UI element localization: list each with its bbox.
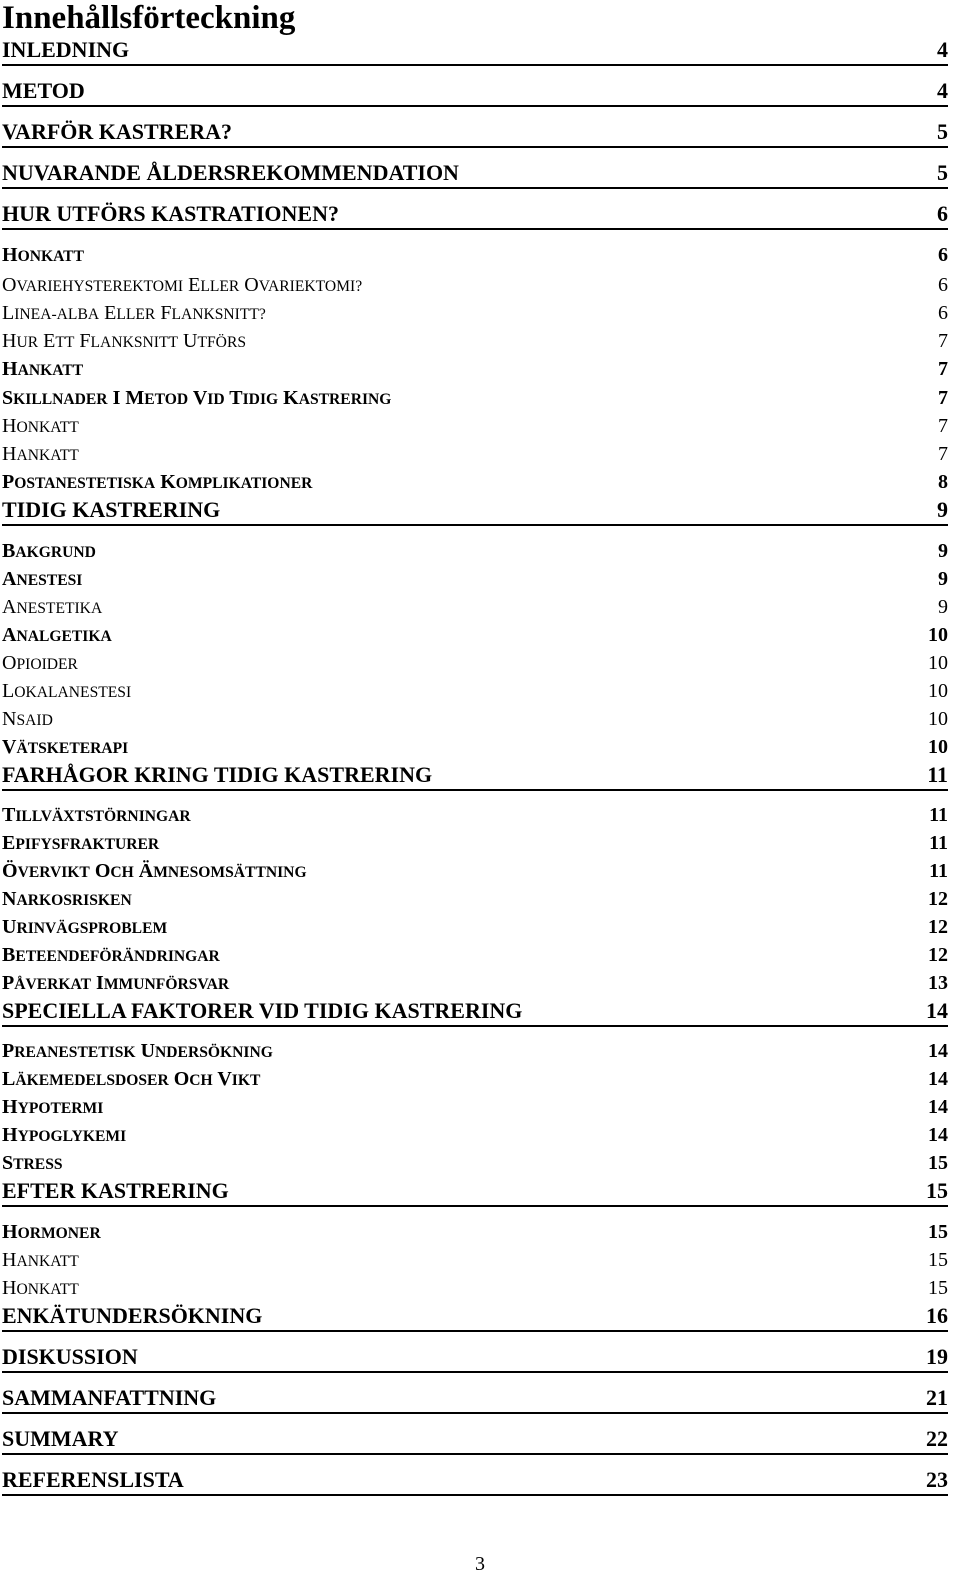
toc-entry[interactable]: [2, 328, 948, 356]
toc-entry[interactable]: [2, 1303, 948, 1332]
toc-entry-page: 11: [929, 804, 948, 826]
toc-entry-label: ANALGETIKA: [2, 624, 112, 646]
toc-entry[interactable]: [2, 538, 948, 566]
toc-entry-label: LOKALANESTESI: [2, 680, 132, 702]
toc-entry[interactable]: [2, 678, 948, 706]
toc-entry-page: 7: [938, 415, 948, 437]
toc-entry[interactable]: [2, 1344, 948, 1373]
toc-entry-label: OVARIEHYSTEREKTOMI ELLER OVARIEKTOMI?: [2, 274, 363, 296]
toc-entry[interactable]: [2, 830, 948, 858]
toc-entry-page: 9: [938, 540, 948, 562]
toc-entry-page: 5: [937, 119, 948, 144]
toc-entry-label: URINVÄGSPROBLEM: [2, 916, 168, 938]
toc-entry[interactable]: [2, 706, 948, 734]
toc-entry-label: HUR UTFÖRS KASTRATIONEN?: [2, 201, 339, 226]
toc-entry-page: 15: [928, 1277, 948, 1299]
toc-entry[interactable]: [2, 734, 948, 762]
toc-entry-label: NSAID: [2, 708, 53, 730]
toc-entry-page: 4: [937, 37, 948, 62]
toc-entry-page: 14: [928, 1096, 948, 1118]
toc-entry[interactable]: [2, 469, 948, 497]
toc-entry[interactable]: [2, 1219, 948, 1247]
toc-entry[interactable]: [2, 356, 948, 384]
toc-entry[interactable]: [2, 1038, 948, 1066]
toc-entry-page: 7: [938, 443, 948, 465]
toc-entry-label: VARFÖR KASTRERA?: [2, 119, 233, 144]
toc-entry[interactable]: [2, 622, 948, 650]
toc-entry-page: 14: [928, 1040, 948, 1062]
toc-entry-page: 11: [929, 832, 948, 854]
toc-entry[interactable]: [2, 441, 948, 469]
toc-entry-page: 9: [937, 497, 948, 522]
toc-entry[interactable]: [2, 1178, 948, 1207]
toc-entry-page: 6: [938, 302, 948, 324]
toc-entry-label: HORMONER: [2, 1221, 101, 1243]
toc-entry-page: 11: [927, 762, 948, 787]
toc-entry[interactable]: [2, 914, 948, 942]
toc-entry-label: HYPOGLYKEMI: [2, 1124, 127, 1146]
toc-entry[interactable]: [2, 413, 948, 441]
toc-entry-page: 6: [938, 274, 948, 296]
toc-entry-label: HANKATT: [2, 443, 79, 465]
toc-entry-page: 7: [938, 387, 948, 409]
toc-entry[interactable]: [2, 650, 948, 678]
toc-entry-label: TILLVÄXTSTÖRNINGAR: [2, 804, 191, 826]
toc-entry-label: LÄKEMEDELSDOSER OCH VIKT: [2, 1068, 261, 1090]
toc-entry-page: 6: [937, 201, 948, 226]
toc-entry-label: HUR ETT FLANKSNITT UTFÖRS: [2, 330, 247, 352]
toc-entry[interactable]: [2, 1094, 948, 1122]
toc-entry[interactable]: [2, 594, 948, 622]
toc-entry[interactable]: [2, 1247, 948, 1275]
toc-entry-label: INLEDNING: [2, 37, 130, 62]
toc-entry[interactable]: [2, 1275, 948, 1303]
toc-entry-page: 12: [928, 944, 948, 966]
toc-entry-page: 4: [937, 78, 948, 103]
toc-entry-label: SPECIELLA FAKTORER VID TIDIG KASTRERING: [2, 998, 523, 1023]
toc-entry-label: PÅVERKAT IMMUNFÖRSVAR: [2, 972, 230, 994]
toc-entry-label: POSTANESTETISKA KOMPLIKATIONER: [2, 471, 313, 493]
toc-entry[interactable]: [2, 1150, 948, 1178]
toc-entry-page: 12: [928, 888, 948, 910]
toc-entry-label: BETEENDEFÖRÄNDRINGAR: [2, 944, 220, 966]
toc-entry-label: DISKUSSION: [2, 1344, 138, 1369]
toc-entry[interactable]: [2, 272, 948, 300]
toc-entry[interactable]: [2, 762, 948, 791]
toc-entry-page: 13: [928, 972, 948, 994]
toc-entry-page: 10: [928, 652, 948, 674]
toc-entry-page: 6: [938, 244, 948, 266]
toc-entry[interactable]: [2, 300, 948, 328]
toc-entry-page: 23: [926, 1467, 948, 1492]
toc-entry-label: NARKOSRISKEN: [2, 888, 132, 910]
toc-entry-page: 8: [938, 471, 948, 493]
toc-entry-page: 10: [928, 624, 948, 646]
toc-entry[interactable]: [2, 942, 948, 970]
page-title: Innehållsförteckning: [2, 0, 296, 36]
toc-entry-page: 7: [938, 358, 948, 380]
toc-entry[interactable]: [2, 566, 948, 594]
toc-entry[interactable]: [2, 1066, 948, 1094]
toc-entry[interactable]: [2, 78, 948, 107]
toc-entry-page: 5: [937, 160, 948, 185]
toc-entry-label: ANESTETIKA: [2, 596, 103, 618]
toc-entry-label: HYPOTERMI: [2, 1096, 104, 1118]
toc-entry-label: NUVARANDE ÅLDERSREKOMMENDATION: [2, 160, 459, 185]
toc-entry[interactable]: [2, 858, 948, 886]
toc-entry[interactable]: [2, 160, 948, 189]
toc-entry-label: VÄTSKETERAPI: [2, 736, 129, 758]
toc-entry-label: SKILLNADER I METOD VID TIDIG KASTRERING: [2, 387, 392, 409]
toc-entry[interactable]: [2, 886, 948, 914]
toc-entry[interactable]: [2, 1426, 948, 1455]
toc-entry-page: 10: [928, 736, 948, 758]
toc-entry-label: OPIOIDER: [2, 652, 78, 674]
toc-entry-label: SAMMANFATTNING: [2, 1385, 217, 1410]
toc-entry-label: REFERENSLISTA: [2, 1467, 184, 1492]
toc-entry-page: 7: [938, 330, 948, 352]
page-number: 3: [475, 1553, 485, 1575]
toc-entry[interactable]: [2, 497, 948, 526]
toc-entry[interactable]: [2, 998, 948, 1027]
toc-entry[interactable]: [2, 201, 948, 230]
toc-entry-label: HONKATT: [2, 244, 84, 266]
toc-entry-page: 16: [926, 1303, 948, 1328]
toc-entry[interactable]: [2, 970, 948, 998]
toc-entry-label: LINEA-ALBA ELLER FLANKSNITT?: [2, 302, 266, 324]
toc-entry-label: METOD: [2, 78, 85, 103]
toc-entry-page: 14: [926, 998, 948, 1023]
toc-entry-label: EFTER KASTRERING: [2, 1178, 229, 1203]
toc-entry[interactable]: [2, 1467, 948, 1496]
toc-entry-page: 19: [926, 1344, 948, 1369]
toc-entry[interactable]: [2, 37, 948, 66]
toc-entry-page: 15: [928, 1249, 948, 1271]
toc-entry-label: FARHÅGOR KRING TIDIG KASTRERING: [2, 762, 433, 787]
toc-entry-page: 15: [926, 1178, 948, 1203]
toc-entry-label: HANKATT: [2, 1249, 79, 1271]
toc-entry-page: 11: [929, 860, 948, 882]
toc-entry-label: ÖVERVIKT OCH ÄMNESOMSÄTTNING: [2, 860, 307, 882]
toc-entry-label: SUMMARY: [2, 1426, 119, 1451]
toc-entry-page: 10: [928, 680, 948, 702]
toc-entry-page: 21: [926, 1385, 948, 1410]
toc-entry-page: 15: [928, 1152, 948, 1174]
toc-entry-page: 12: [928, 916, 948, 938]
toc-entry[interactable]: [2, 242, 948, 270]
toc-entry[interactable]: [2, 119, 948, 148]
toc-entry-page: 9: [938, 568, 948, 590]
toc-entry-label: PREANESTETISK UNDERSÖKNING: [2, 1040, 273, 1062]
toc-entry-page: 22: [926, 1426, 948, 1451]
toc-entry-label: ENKÄTUNDERSÖKNING: [2, 1303, 263, 1328]
toc-entry-label: HONKATT: [2, 415, 79, 437]
toc-entry-page: 14: [928, 1124, 948, 1146]
toc-entry-label: EPIFYSFRAKTURER: [2, 832, 160, 854]
toc-entry[interactable]: [2, 385, 948, 413]
toc-entry-page: 9: [938, 596, 948, 618]
toc-entry-label: TIDIG KASTRERING: [2, 497, 221, 522]
toc-entry-label: HANKATT: [2, 358, 84, 380]
toc-entry-label: BAKGRUND: [2, 540, 96, 562]
toc-entry-page: 14: [928, 1068, 948, 1090]
toc-entry-label: STRESS: [2, 1152, 63, 1174]
toc-entry-page: 15: [928, 1221, 948, 1243]
toc-entry[interactable]: [2, 1385, 948, 1414]
toc-entry-label: HONKATT: [2, 1277, 79, 1299]
toc-entry[interactable]: [2, 802, 948, 830]
toc-entry-page: 10: [928, 708, 948, 730]
toc-entry[interactable]: [2, 1122, 948, 1150]
toc-entry-label: ANESTESI: [2, 568, 83, 590]
